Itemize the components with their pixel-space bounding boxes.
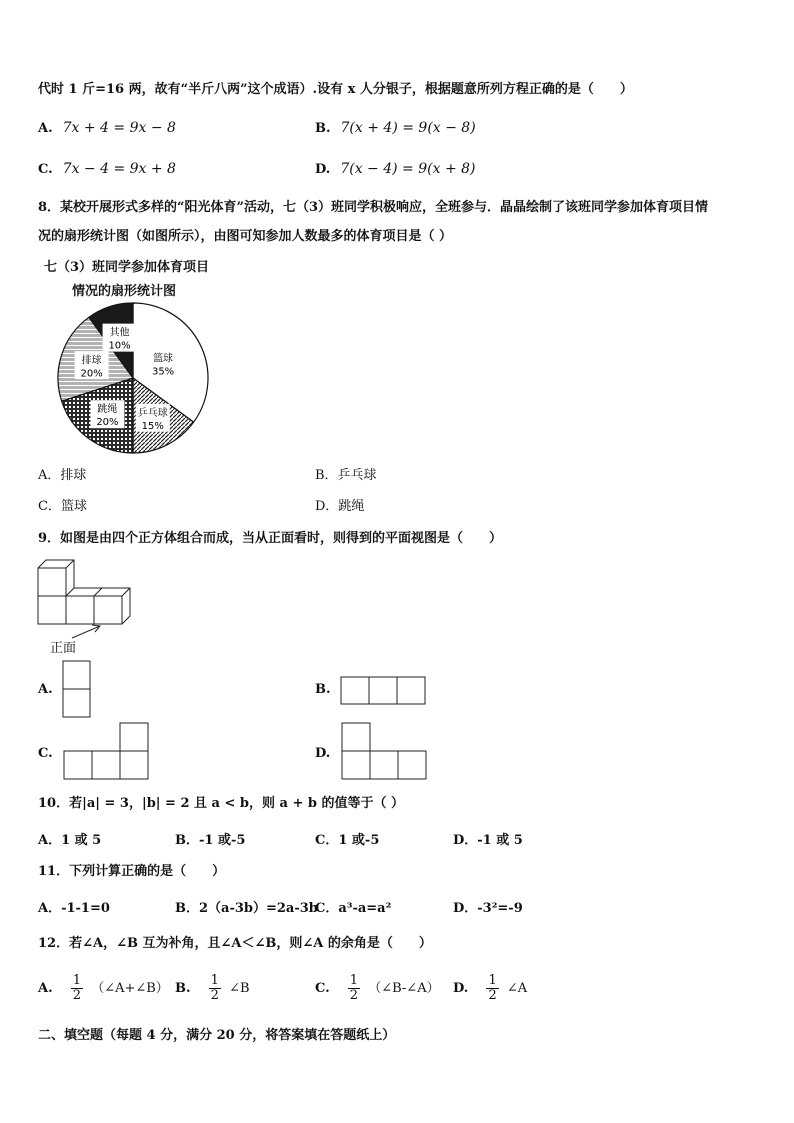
pie-slice-label: 排球 bbox=[81, 355, 102, 367]
q8-stem-line2: 况的扇形统计图（如图所示），由图可知参加人数最多的体育项目是（ ） bbox=[38, 229, 453, 244]
pie-slice-value: 35% bbox=[151, 366, 175, 378]
q11-option-d: D．-3²=-9 bbox=[453, 901, 523, 916]
q11-option-a: A．-1-1=0 bbox=[38, 901, 110, 916]
chart-title: 七（3）班同学参加体育项目 bbox=[44, 260, 210, 275]
q11-option-c: C．a³-a=a² bbox=[315, 901, 392, 916]
q9-stem: 9．如图是由四个正方体组合而成，当从正面看时，则得到的平面视图是（ ） bbox=[38, 531, 503, 546]
pie-slice-label: 篮球 bbox=[153, 353, 174, 365]
q11-option-b: B．2（a-3b）=2a-3b bbox=[175, 901, 318, 916]
q9-option-d-figure bbox=[340, 722, 428, 780]
q10-stem: 10．若|a| = 3，|b| = 2 且 a < b，则 a + b 的值等于（ ） bbox=[38, 796, 405, 811]
chart-subtitle: 情况的扇形统计图 bbox=[72, 284, 177, 299]
q10-option-a: A．1 或 5 bbox=[38, 833, 102, 848]
q7-stem: 代时 1 斤=16 两，故有“半斤八两”这个成语）.设有 x 人分银子，根据题意所列方程正确的是（ ） bbox=[38, 82, 633, 97]
fraction-half: $\frac{1}{2}$ bbox=[349, 973, 359, 1003]
q12-stem: 12．若∠A，∠B 互为补角，且∠A＜∠B，则∠A 的余角是（ ） bbox=[38, 936, 432, 951]
pie-slice-label: 乒乓球 bbox=[137, 407, 168, 419]
pie-slice-value: 15% bbox=[141, 420, 164, 432]
q9-option-c-letter: C. bbox=[38, 746, 53, 761]
q7-option-c: C. 7x − 4 = 9x + 8 bbox=[38, 161, 176, 177]
q9-option-a-figure bbox=[62, 660, 92, 718]
q9-option-b-letter: B. bbox=[315, 682, 331, 697]
q8-stem-line1: 8．某校开展形式多样的“阳光体育”活动，七（3）班同学积极响应，全班参与．晶晶绘制了该班同学参加体育项目情 bbox=[38, 200, 709, 215]
q12-option-b: B. $\frac{1}{2}$ ∠B bbox=[175, 973, 250, 1003]
q10-option-d: D．-1 或 5 bbox=[453, 833, 523, 848]
fraction-half: $\frac{1}{2}$ bbox=[72, 973, 82, 1003]
section-heading: 二、填空题（每题 4 分，满分 20 分，将答案填在答题纸上） bbox=[38, 1028, 396, 1043]
q7-option-a: A. 7x + 4 = 9x − 8 bbox=[38, 120, 176, 136]
pie-chart bbox=[53, 298, 213, 458]
q10-option-c: C．1 或-5 bbox=[315, 833, 380, 848]
q8-option-c: C．篮球 bbox=[38, 499, 87, 514]
q11-stem: 11．下列计算正确的是（ ） bbox=[38, 864, 226, 879]
pie-slice-label: 跳绳 bbox=[97, 404, 118, 416]
pie-slice-value: 10% bbox=[108, 340, 131, 352]
q8-option-a: A．排球 bbox=[38, 468, 87, 483]
q7-option-d: D. 7(x − 4) = 9(x + 8) bbox=[315, 161, 476, 177]
q9-option-b-figure bbox=[340, 676, 426, 706]
q8-option-b: B．乒乓球 bbox=[315, 468, 377, 483]
q8-option-d: D．跳绳 bbox=[315, 499, 365, 514]
pie-slice-value: 20% bbox=[96, 417, 119, 429]
q9-option-a-letter: A. bbox=[38, 682, 53, 697]
q12-option-a: A. $\frac{1}{2}$ （∠A+∠B） bbox=[38, 973, 169, 1003]
fraction-half: $\frac{1}{2}$ bbox=[488, 973, 497, 1003]
pie-slice-label: 其他 bbox=[109, 327, 130, 339]
q12-option-c: C. $\frac{1}{2}$ （∠B-∠A） bbox=[315, 973, 440, 1003]
q12-option-d: D. $\frac{1}{2}$ ∠A bbox=[453, 973, 528, 1003]
q9-option-c-figure bbox=[62, 722, 150, 780]
pie-slice-value: 20% bbox=[80, 368, 103, 380]
q9-option-d-letter: D. bbox=[315, 746, 331, 761]
q10-option-b: B．-1 或-5 bbox=[175, 833, 246, 848]
q7-option-b: B. 7(x + 4) = 9(x − 8) bbox=[315, 120, 476, 136]
front-label: 正面 bbox=[50, 641, 77, 656]
fraction-half: $\frac{1}{2}$ bbox=[210, 973, 219, 1003]
